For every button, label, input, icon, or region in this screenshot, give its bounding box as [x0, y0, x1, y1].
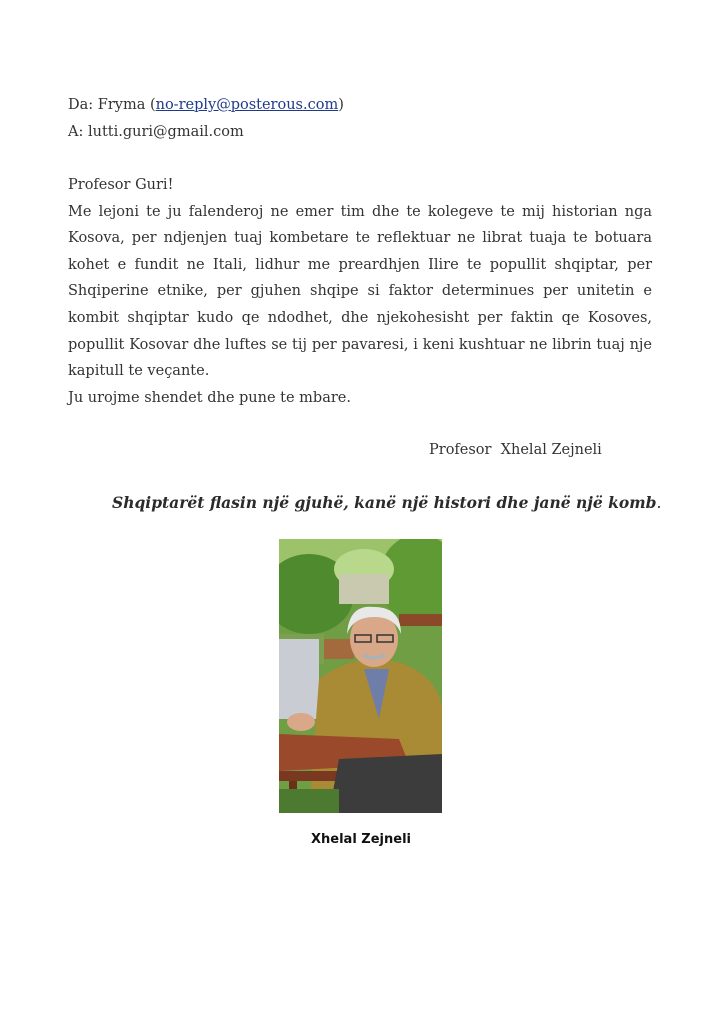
portrait-photo — [279, 539, 442, 813]
letter-paragraph: Me lejoni te ju falenderoj ne emer tim dhe te kolegeve te mij historian nga Kosova, per ndjenjen tuaj kombetare te reflektuar ne librat tuaja te botuara kohet e fundit ne Itali, lidhur me preardhjen Ilire te popullit shqiptar, per Shqiperine etnike, per gjuhen shqipe si faktor determinues per unitetin e kombit shqiptar kudo qe ndodhet, dhe njekohesisht per faktin qe Kosoves, popullit Kosovar dhe luftes se tij per pavaresi, i keni kushtuar ne librin tuaj nje kapitull te veçante. — [68, 203, 652, 380]
photo-caption: Xhelal Zejneli — [311, 832, 411, 847]
motto — [112, 491, 661, 515]
greeting: Profesor Guri! — [68, 177, 174, 193]
motto-text: Shqiptarët flasin një gjuhë, kanë një histori dhe janë një komb — [112, 493, 657, 512]
to-line: A: lutti.guri@gmail.com — [68, 124, 244, 140]
letter-body — [68, 172, 652, 411]
from-email-link[interactable]: no-reply@posterous.com — [155, 97, 339, 113]
motto-end: . — [656, 494, 662, 512]
from-prefix: Da: Fryma ( — [68, 97, 156, 113]
from-suffix: ) — [338, 97, 344, 113]
from-line — [68, 92, 344, 119]
signature: Profesor Xhelal Zejneli — [429, 442, 602, 458]
wishes-line: Ju urojme shendet dhe pune te mbare. — [68, 389, 351, 406]
email-header — [68, 92, 344, 146]
portrait-illustration — [279, 539, 442, 813]
